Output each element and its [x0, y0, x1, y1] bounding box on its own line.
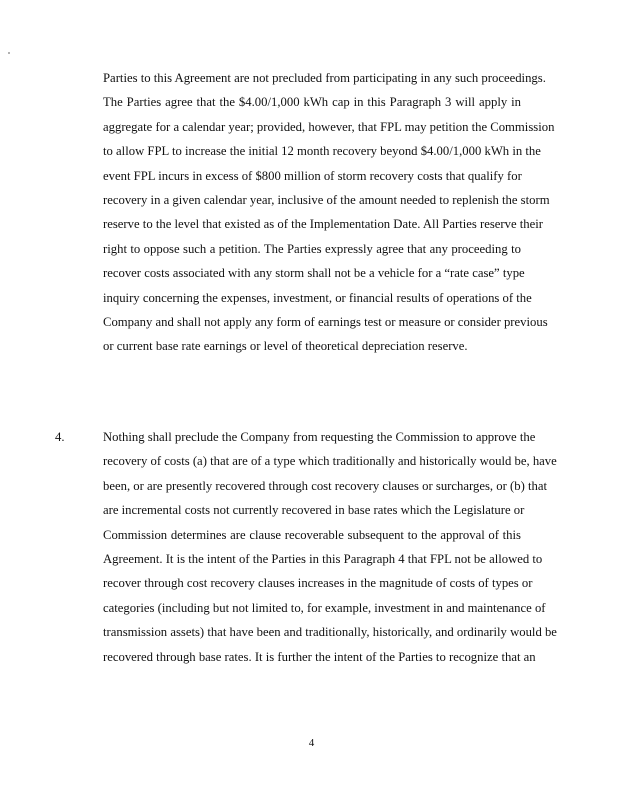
text-line: event FPL incurs in excess of $800 million of storm recovery costs that qualify for — [103, 168, 522, 183]
text-line: Parties to this Agreement are not precluded from participating in any such proceedings. — [103, 71, 546, 85]
paragraph-number: 4. — [55, 430, 65, 444]
text-line: Commission determines are clause recoverable subsequent to the approval of this — [103, 527, 521, 542]
scan-speck — [8, 52, 10, 54]
text-line: Company and shall not apply any form of earnings test or measure or consider previous — [103, 314, 548, 329]
text-line: recovered through base rates. It is further the intent of the Parties to recognize that an — [103, 649, 536, 664]
text-line: Agreement. It is the intent of the Parties in this Paragraph 4 that FPL not be allowed to — [103, 551, 543, 566]
text-line: Nothing shall preclude the Company from requesting the Commission to approve the — [103, 430, 536, 444]
text-line: right to oppose such a petition. The Parties expressly agree that any proceeding to — [103, 241, 521, 256]
page-number: 4 — [308, 737, 315, 749]
text-line: to allow FPL to increase the initial 12 month recovery beyond $4.00/1,000 kWh in the — [103, 144, 541, 159]
text-line: inquiry concerning the expenses, investment, or financial results of operations of the — [103, 290, 532, 305]
text-line: transmission assets) that have been and traditionally, historically, and ordinarily would be — [103, 625, 557, 640]
text-line: aggregate for a calendar year; provided, however, that FPL may petition the Commission — [103, 119, 555, 134]
text-line: categories (including but not limited to, for example, investment in and maintenance of — [103, 600, 546, 615]
text-line: recover costs associated with any storm shall not be a vehicle for a “rate case” type — [103, 266, 525, 281]
text-line: reserve to the level that existed as of the Implementation Date. All Parties reserve their — [103, 217, 544, 232]
text-line: recover through cost recovery clauses increases in the magnitude of costs of types or — [103, 576, 533, 591]
text-line: are incremental costs not currently recovered in base rates which the Legislature or — [103, 503, 525, 518]
text-line: or current base rate earnings or level of theoretical depreciation reserve. — [103, 339, 468, 354]
text-line: recovery in a given calendar year, inclusive of the amount needed to replenish the storm — [103, 192, 550, 207]
text-line: The Parties agree that the $4.00/1,000 kWh cap in this Paragraph 3 will apply in — [103, 95, 521, 110]
text-line: recovery of costs (a) that are of a type which traditionally and historically would be, have — [103, 454, 557, 469]
paragraph-4 — [103, 425, 557, 669]
text-line: been, or are presently recovered through cost recovery clauses or surcharges, or (b) that — [103, 478, 547, 493]
paragraph-continued — [103, 66, 555, 359]
